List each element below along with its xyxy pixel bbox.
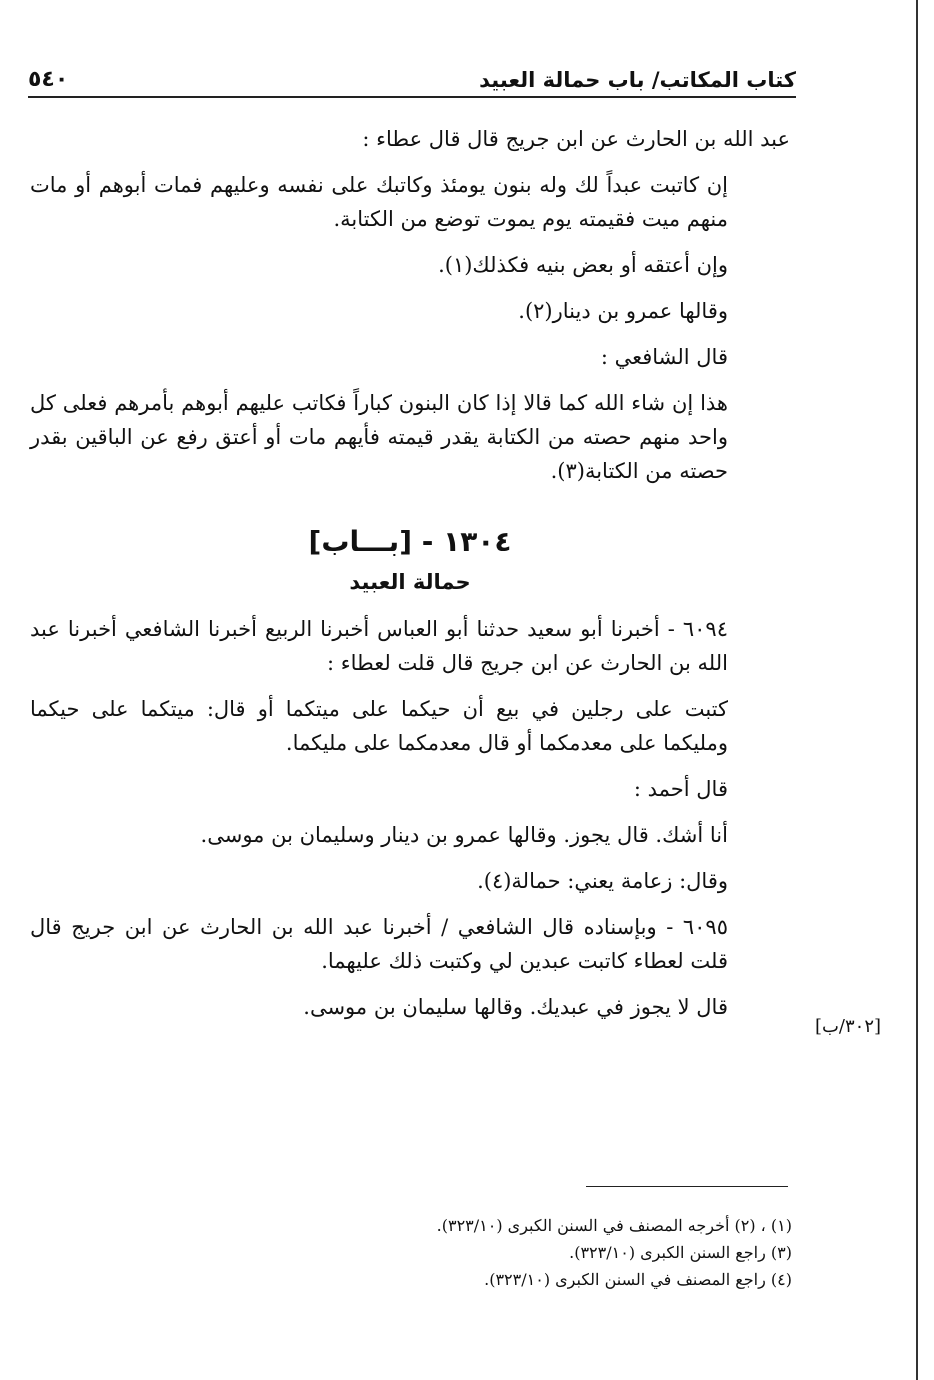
paragraph: وقالها عمرو بن دينار(٢). [518, 299, 728, 323]
paragraph: وإن أعتقه أو بعض بنيه فكذلك(١). [438, 253, 728, 277]
footnote: (٣) راجع السنن الكبرى (٣٢٣/١٠). [569, 1243, 792, 1262]
paragraph: أنا أشك. قال يجوز. وقالها عمرو بن دينار وسليمان بن موسى. [200, 823, 728, 847]
main-text [30, 122, 790, 1036]
paragraph: هذا إن شاء الله كما قالا إذا كان البنون كباراً فكاتب عليهم أبوهم بأمرهم فعلى كل واحد منهم حصته من الكتابة يقدر قيمته فأيهم مات أو أعتق رفع عن الباقين بقدر حصته من الكتابة(٣). [30, 391, 728, 483]
footnote: (٤) راجع المصنف في السنن الكبرى (٣٢٣/١٠). [484, 1270, 792, 1289]
chapter-subtitle: حمالة العبيد [349, 570, 471, 594]
manuscript-folio-reference: [٣٠٢/ب] [814, 1016, 882, 1037]
footnote: (١) ، (٢) أخرجه المصنف في السنن الكبرى (٣٢٣/١٠). [436, 1216, 792, 1235]
paragraph: وقال: زعامة يعني: حمالة(٤). [477, 869, 728, 893]
footnotes [300, 1212, 792, 1293]
binding-edge-line [916, 0, 918, 1380]
page-number: ٥٤٠ [28, 67, 69, 92]
paragraph: إن كاتبت عبداً لك وله بنون يومئذ وكاتبك على نفسه وعليهم فمات أبوهم أو مات منهم ميت فقيمته يوم يموت توضع من الكتابة. [30, 173, 728, 231]
paragraph: قال لا يجوز في عبديك. وقالها سليمان بن موسى. [303, 995, 728, 1019]
header-divider [28, 96, 796, 98]
running-title: كتاب المكاتب/ باب حمالة العبيد [479, 68, 796, 92]
paragraph: قال الشافعي : [600, 345, 728, 369]
hadith-paragraph: ٦٠٩٥ - وبإسناده قال الشافعي / أخبرنا عبد الله بن الحارث عن ابن جريج قال قلت لعطاء كاتبت عبدين لي وكتبت ذلك عليهما. [30, 915, 728, 973]
paragraph: قال أحمد : [633, 777, 728, 801]
running-header [28, 56, 796, 92]
footnote-divider [586, 1186, 788, 1187]
hadith-paragraph: ٦٠٩٤ - أخبرنا أبو سعيد حدثنا أبو العباس أخبرنا الربيع أخبرنا الشافعي أخبرنا عبد الله بن الحارث عن ابن جريج قال قلت لعطاء : [30, 617, 728, 675]
paragraph: كتبت على رجلين في بيع أن حيكما على ميتكما أو قال: ميتكما على حيكما ومليكما على معدمكما أو قال معدمكما على مليكما. [30, 697, 728, 755]
paragraph: عبد الله بن الحارث عن ابن جريج قال قال عطاء : [362, 127, 790, 151]
chapter-heading: ١٣٠٤ - [بـــاب] [308, 525, 512, 558]
